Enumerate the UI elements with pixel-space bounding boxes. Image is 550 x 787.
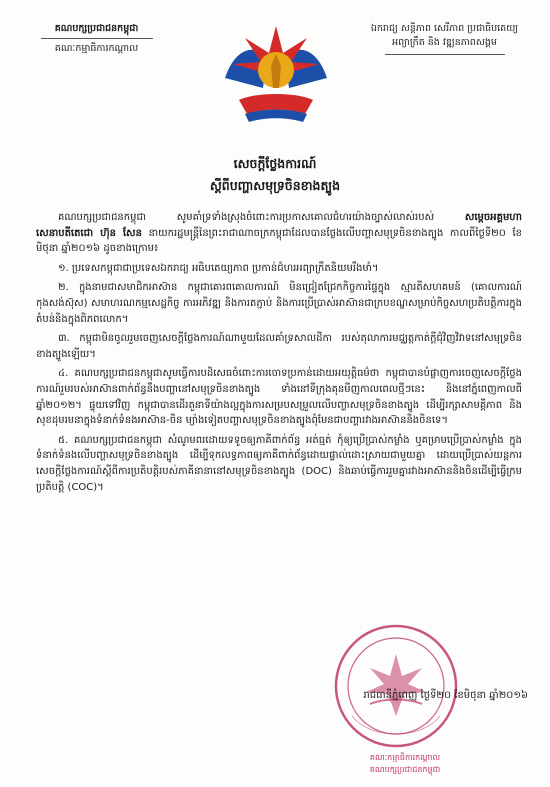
header-divider bbox=[41, 38, 153, 39]
point-3: ៣. កម្ពុជាមិនចូលរួមចេញសេចក្តីថ្លែងការណ៍ណាមួយដែលគាំទ្រសាលដីកា របស់តុលាការមជ្ឈត្តកាត់ក្តីជុំវិញវិវាទនៅសមុទ្រចិនខាងត្បូងឡើយ។ bbox=[36, 333, 522, 360]
seal-caption bbox=[335, 752, 475, 776]
point-5: ៥. គណបក្សប្រជាជនកម្ពុជា សំណូមពរដោយទទូចឲ្យភាគីពាក់ព័ន្ធ អត់ធ្មត់ កុំឲ្យប្រើប្រាស់កម្លាំង ឬគម្រាមប្រើប្រាស់កម្លាំង ក្នុងទំនាក់ទំនងលើបញ្ហាសមុទ្រចិនខាងត្បូង ដើម្បីទុកលទ្ធភាពឲ្យភាគីពាក់ព័ន្ធដោយផ្ទាល់ដោះស្រាយជាមួយគ្នា ដោយប្រើប្រាស់យន្តការសេចក្តីថ្លែងការណ៍ស្តីពីការប្រតិបត្តិរបស់ភាគីនានានៅសមុទ្រចិនខាងត្បូង (DOC) និងឆាប់ធ្វើការរួមគ្នារវាងអាស៊ាននិងចិនដើម្បីធ្វើក្រមប្រតិបត្តិ (COC)។ bbox=[36, 434, 522, 493]
intro-text-b: នាយករដ្ឋមន្ត្រីនៃព្រះរាជាណាចក្រកម្ពុជាដែលបានថ្លែងលើបញ្ហាសមុទ្រចិនខាងត្បូង កាលពីថ្ងៃទី២០ ខែមិថុនា ឆ្នាំ២០១៦ ដូចខាងក្រោម៖ bbox=[36, 227, 522, 255]
document-subtitle: ស្តីពីបញ្ហាសមុទ្រចិនខាងត្បូង bbox=[209, 178, 341, 193]
party-name: គណបក្សប្រជាជនកម្ពុជា bbox=[54, 23, 139, 34]
motto-line-1: ឯករាជ្យ សន្តិភាព សេរីភាព ប្រជាធិបតេយ្យ bbox=[370, 23, 519, 34]
motto-divider bbox=[385, 54, 505, 55]
motto-line-2: អព្យាក្រឹត និង វឌ្ឍនភាពសង្គម bbox=[392, 37, 497, 48]
party-header bbox=[14, 22, 179, 56]
national-motto bbox=[357, 22, 532, 55]
intro-leader-name: សម្តេចអគ្គមហាសេនាបតីតេជោ ហ៊ុន សែន bbox=[36, 212, 522, 239]
seal-signer: គណបក្សប្រជាជនកម្ពុជា bbox=[369, 765, 441, 774]
committee-name: គណៈកម្មាធិការកណ្តាល bbox=[54, 43, 139, 54]
signature-date: រាជធានីភ្នំពេញ ថ្ងៃទី២០ ខែមិថុនា ឆ្នាំ២០១៦ bbox=[363, 690, 528, 701]
party-seal bbox=[330, 620, 462, 752]
seal-text: គណៈកម្មាធិការកណ្តាល bbox=[369, 753, 441, 762]
point-2: ២. ក្នុងនាមជាសមាជិកអាស៊ាន កម្ពុជាគោរពគោលការណ៍ មិនជ្រៀតជ្រែកកិច្ចការផ្ទៃក្នុង ស្មារតីសហគមន៍ (គោលការណ៍កុងសង់ស៊ុស) សមាហរណកម្មសេដ្ឋកិច្ច ការអភិវឌ្ឍ និងការតភ្ជាប់ និងការប្រើប្រាស់អាស៊ានជាក្របខណ្ឌសម្រាប់កិច្ចសហប្រតិបត្តិការក្នុងតំបន់និងក្នុងពិភពលោក។ bbox=[36, 282, 522, 325]
point-4: ៤. គណបក្សប្រជាជនកម្ពុជាសូមធ្វើការបដិសេធចំពោះការចោទប្រកាន់ដោយអយុត្តិធម៌ថា កម្ពុជាបានបំផ្លាញការចេញសេចក្តីថ្លែងការណ៍រួមរបស់អាស៊ានពាក់ព័ន្ធនឹងបញ្ហានៅសមុទ្រចិនខាងត្បូង ទាំងនៅទីក្រុងគុនមីញកាលពេលថ្មីៗនេះ និងនៅភ្នំពេញកាលពីឆ្នាំ២០១២។ ផ្ទុយទៅវិញ កម្ពុជាបានដើរតួនាទីយ៉ាងល្អក្នុងការសម្របសម្រួលលើបញ្ហាសមុទ្រចិនខាងត្បូង ដើម្បីរក្សាសាមគ្គីភាព និងសុខដុមរមនាក្នុងទំនាក់ទំនងអាស៊ាន-ចិន ម្យ៉ាងទៀតបញ្ហាសមុទ្រចិនខាងត្បូងពុំមែនជាបញ្ហារវាងអាស៊ាននិងចិនទេ។ bbox=[36, 368, 522, 427]
party-emblem bbox=[215, 18, 337, 128]
point-1: ១. ប្រទេសកម្ពុជាជាប្រទេសឯករាជ្យ អធិបតេយ្យភាព ប្រកាន់ជំហរអព្យាក្រឹតនិយមរឹងមាំ។ bbox=[58, 262, 379, 274]
intro-paragraph bbox=[36, 210, 522, 257]
document-title: សេចក្តីថ្លែងការណ៍ bbox=[233, 156, 317, 171]
intro-text-a: គណបក្សប្រជាជនកម្ពុជា សូមគាំទ្រទាំងស្រុងចំពោះការប្រកាសគោលជំហរយ៉ាងច្បាស់លាស់របស់ bbox=[58, 212, 435, 223]
statement-body bbox=[36, 210, 522, 499]
